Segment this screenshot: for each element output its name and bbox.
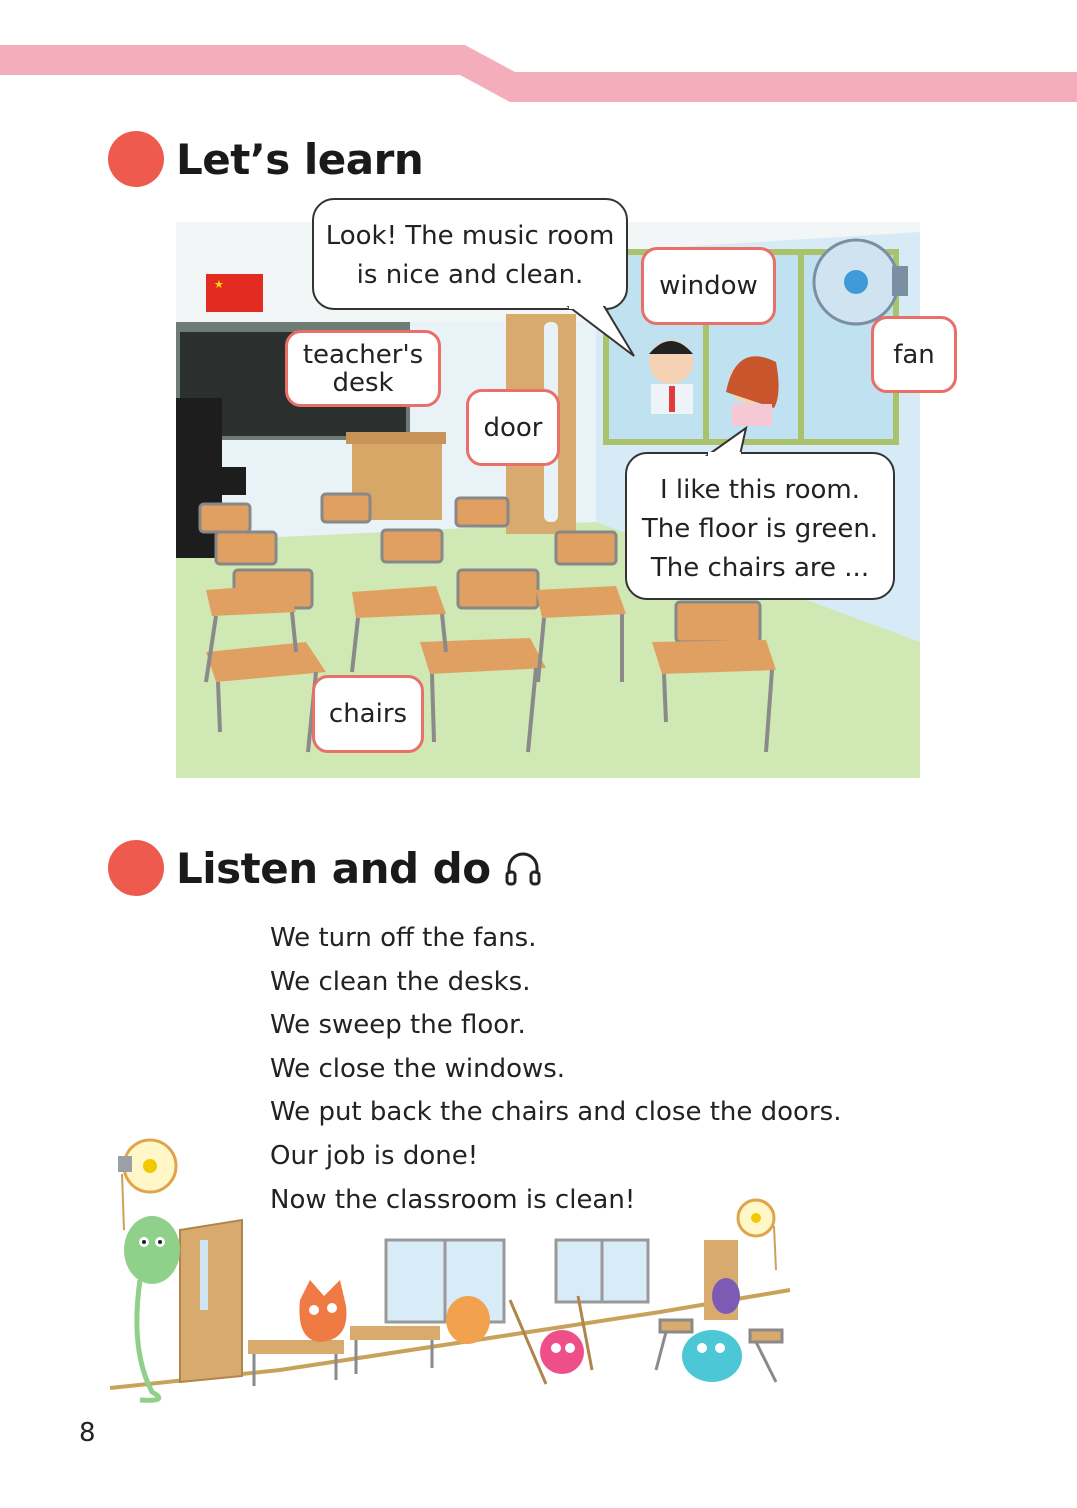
section-dot-icon [108,131,164,187]
label-window [641,247,776,325]
bubble-tail-right [700,426,760,456]
label-chairs-text: chairs [328,699,408,729]
top-banner [0,0,1077,110]
listen-and-do-title: Listen and do [176,843,491,893]
speech-bubble-top [312,198,628,310]
lets-learn-title: Let’s learn [176,134,424,184]
bubble-tail-top [560,306,640,360]
poem-line: Now the classroom is clean! [270,1184,636,1215]
label-teachers-desk-line-2: desk [332,367,394,398]
cleaning-monsters-illustration [100,1130,820,1410]
label-teachers-desk [285,330,441,407]
label-teachers-desk-line-1: teacher's [302,339,424,370]
speech-bubble-right [625,452,895,600]
poem-line: We clean the desks. [270,966,531,997]
bubble-right-line-2: The floor is green. [641,514,879,544]
label-fan [871,316,957,393]
bubble-top-line-1: Look! The music room [325,221,615,251]
label-chairs [312,675,424,753]
lets-learn-heading [108,129,423,189]
label-fan-text: fan [893,339,935,370]
poem-line: We turn off the fans. [270,923,537,953]
poem-line: We sweep the floor. [270,1010,526,1041]
svg-text:★: ★ [214,278,224,291]
headphones-icon[interactable] [503,848,543,888]
label-door [466,389,560,466]
label-door-text: door [483,412,543,443]
bubble-top-line-2: is nice and clean. [356,260,584,290]
poem-line: We close the windows. [270,1053,566,1084]
poem-line: Our job is done! [270,1140,479,1171]
label-window-text: window [659,271,758,301]
page-number: 8 [79,1418,96,1448]
bubble-right-line-1: I like this room. [659,475,860,505]
poem-line: We put back the chairs and close the doors. [270,1097,842,1128]
listen-and-do-heading [108,838,543,898]
bubble-right-line-3: The chairs are ... [650,553,870,583]
section-dot-icon [108,840,164,896]
